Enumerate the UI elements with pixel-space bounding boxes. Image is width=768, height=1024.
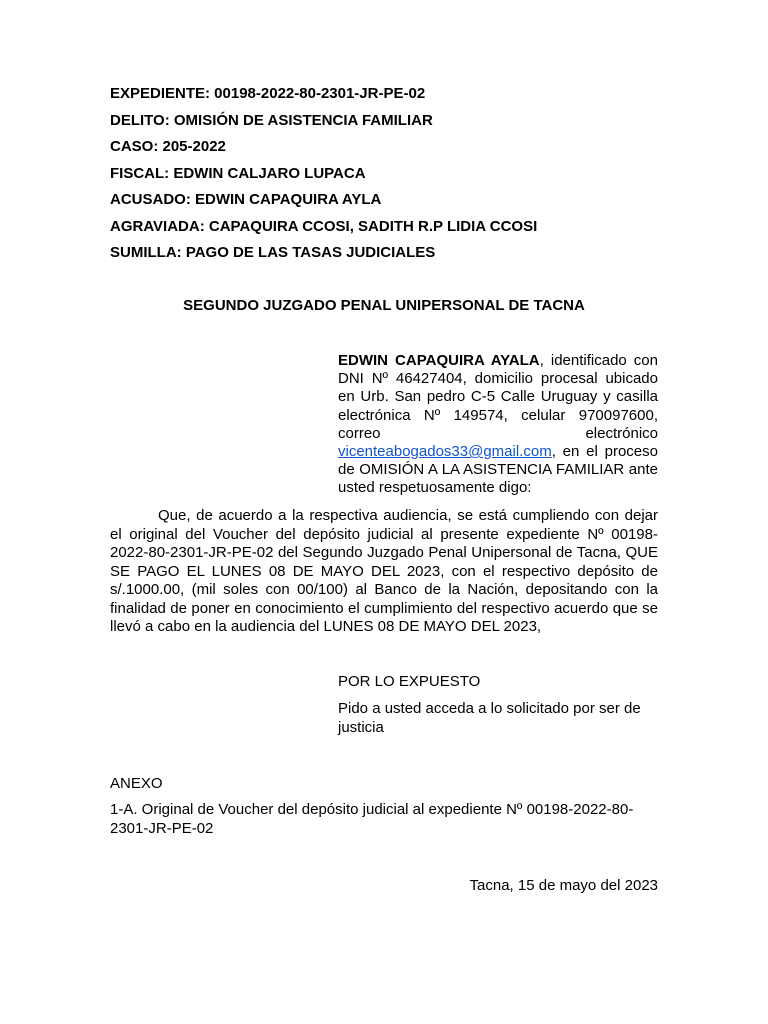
- intro-text-before-email: , identificado con DNI Nº 46427404, domicilio procesal ubicado en Urb. San pedro C-5 Calle Uruguay y casilla electrónica Nº 149574, celular 970097600, correo electrónico: [338, 352, 658, 442]
- applicant-name: EDWIN CAPAQUIRA AYALA: [338, 352, 540, 369]
- por-lo-expuesto: POR LO EXPUESTO: [338, 673, 481, 690]
- anexo-item: 1-A. Original de Voucher del depósito judicial al expediente Nº 00198-2022-80-2301-JR-PE-02: [110, 801, 634, 837]
- date-line: Tacna, 15 de mayo del 2023: [469, 877, 658, 894]
- delito-line: DELITO: OMISIÓN DE ASISTENCIA FAMILIAR: [110, 111, 433, 129]
- anexo-title: ANEXO: [110, 775, 163, 792]
- caso-line: CASO: 205-2022: [110, 138, 226, 155]
- email-link[interactable]: vicenteabogados33@gmail.com: [338, 443, 552, 461]
- fiscal-line: FISCAL: EDWIN CALJARO LUPACA: [110, 164, 366, 182]
- sumilla-line: SUMILLA: PAGO DE LAS TASAS JUDICIALES: [110, 244, 436, 261]
- court-title: SEGUNDO JUZGADO PENAL UNIPERSONAL DE TACNA: [183, 297, 585, 314]
- body-paragraph: Que, de acuerdo a la respectiva audiencia, se está cumpliendo con dejar el original del Voucher del depósito judicial al presente expediente Nº 00198-2022-80-2301-JR-PE-02 del Segundo Juzgado Penal Unipersonal de Tacna, QUE SE PAGO EL LUNES 08 DE MAYO DEL 2023, con el respectivo depósito de s/.1000.00, (mil soles con 00/100) al Banco de la Nación, depositando con la finalidad de poner en conocimiento el cumplimiento del respectivo acuerdo que se llevó a cabo en la audiencia del LUNES 08 DE MAYO DEL 2023,: [110, 507, 658, 635]
- request-text: Pido a usted acceda a lo solicitado por ser de justicia: [338, 700, 641, 736]
- intro-text-after-email: , en el proceso de OMISIÓN A LA ASISTENCIA FAMILIAR ante usted respetuosamente digo:: [338, 443, 658, 497]
- agraviada-line: AGRAVIADA: CAPAQUIRA CCOSI, SADITH R.P LIDIA CCOSI: [110, 217, 538, 235]
- acusado-line: ACUSADO: EDWIN CAPAQUIRA AYLA: [110, 191, 382, 208]
- case-header: [110, 84, 670, 270]
- intro-paragraph: [338, 352, 658, 498]
- expediente-line: EXPEDIENTE: 00198-2022-80-2301-JR-PE-02: [110, 85, 426, 102]
